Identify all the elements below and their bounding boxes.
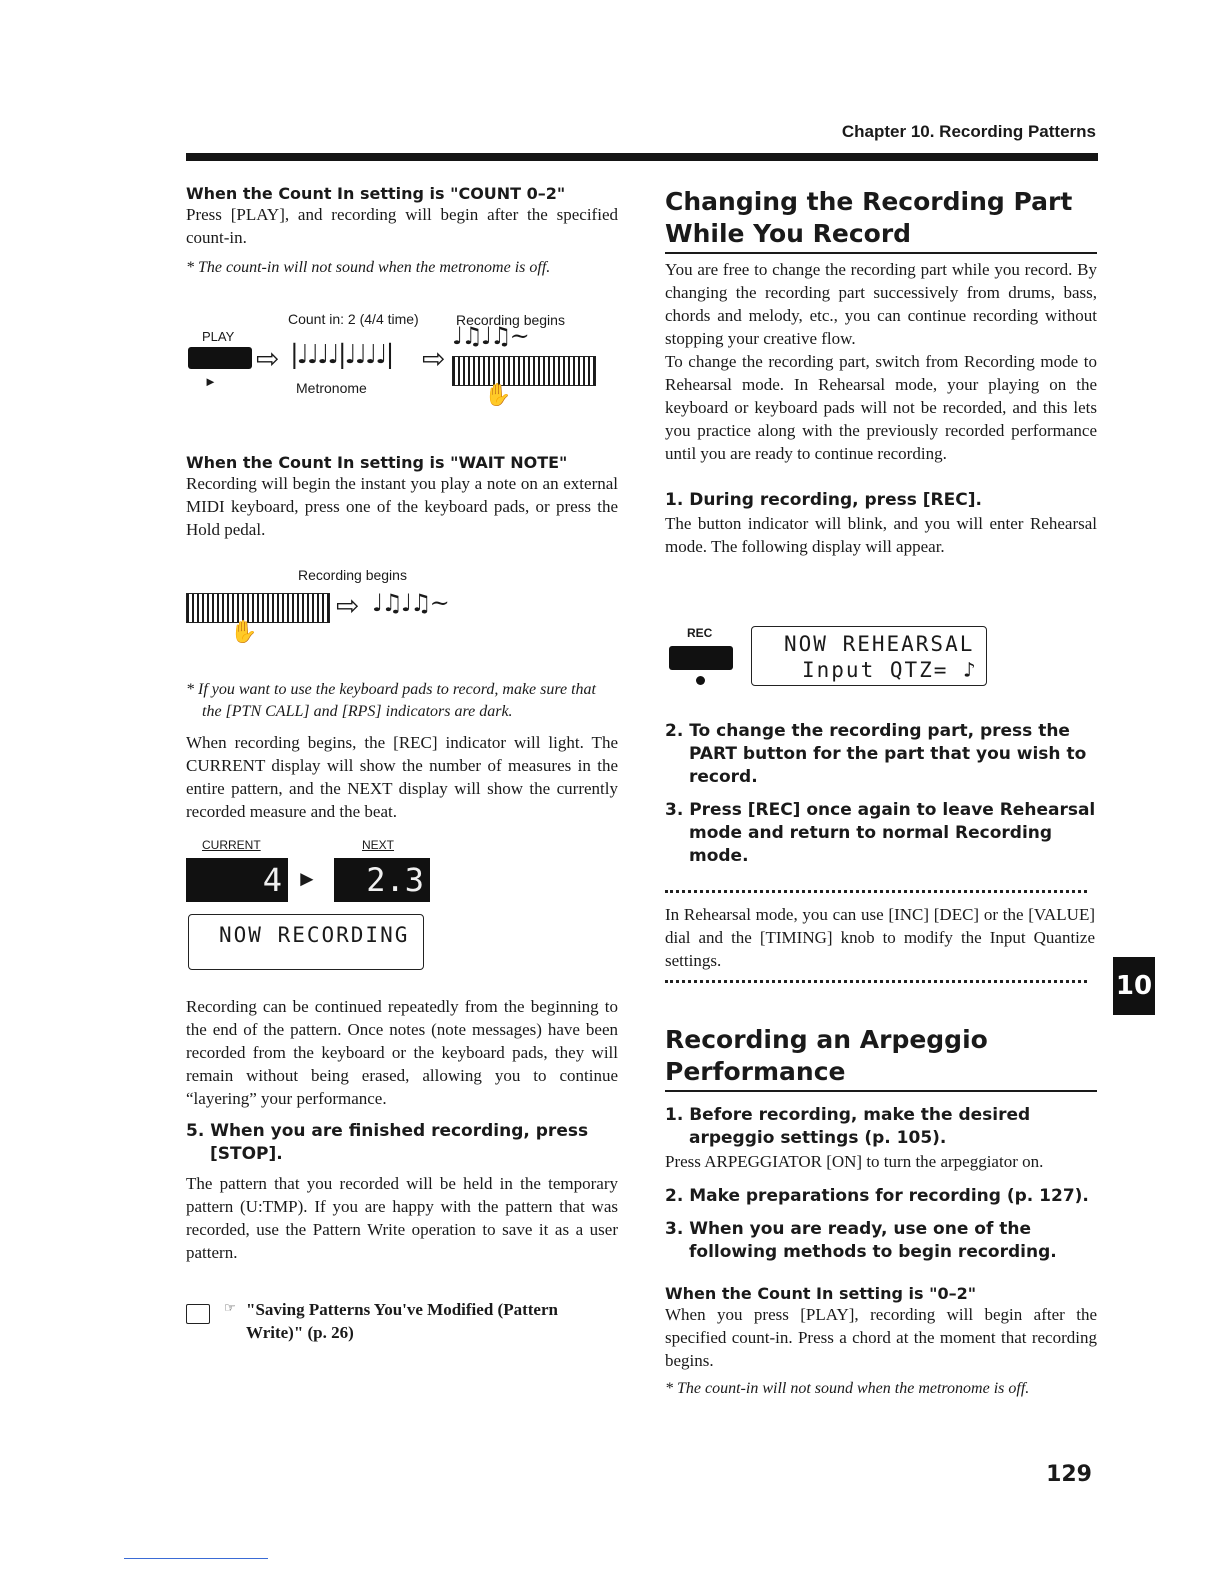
current-label: CURRENT	[202, 838, 261, 852]
recording-begins-label: Recording begins	[456, 312, 565, 328]
step-5: 5. When you are finished recording, press [STOP].	[186, 1121, 589, 1164]
play-triangle-icon: ►	[204, 374, 217, 389]
wait-note-figure	[186, 565, 606, 655]
memo-text: In Rehearsal mode, you can use [INC] [DEC] or the [VALUE] dial and the [TIMING] knob to modify the Input Quantize settings.	[665, 905, 1095, 970]
lcd-line-1: NOW REHEARSAL	[784, 632, 975, 656]
keyboard-icon	[452, 356, 596, 386]
rehearsal-steps	[665, 720, 1097, 868]
count-in-label: Count in: 2 (4/4 time)	[288, 311, 419, 327]
step-1-body: The button indicator will blink, and you will enter Rehearsal mode. The following display will appear.	[665, 514, 1097, 556]
step-3: 3. Press [REC] once again to leave Rehearsal mode and return to normal Recording mode.	[665, 800, 1096, 866]
melody-notes-icon: ♩♫♩♫~	[372, 589, 448, 617]
count-heading: When the Count In setting is "0–2"	[665, 1284, 977, 1303]
count-in-notes-icon: |♩♩♩♩|♩♩♩♩|	[290, 340, 393, 370]
lcd-rehearsal	[751, 626, 987, 686]
lcd-line-2: Input QTZ= ♪	[802, 658, 978, 682]
count02-note: * The count-in will not sound when the metronome is off.	[186, 259, 551, 276]
count-body: When you press [PLAY], recording will begin after the specified count-in. Press a chord at the moment that recording begins.	[665, 1305, 1097, 1370]
arrow-icon: ⇨	[256, 344, 280, 375]
memo-rule-top	[665, 890, 1087, 893]
changing-part-body-2: To change the recording part, switch from Recording mode to Rehearsal mode. In Rehearsal mode, your playing on the keyboard or keyboard pads will not be recorded, and this lets you practice along with the previously recorded performance until you are ready to continue recording.	[665, 352, 1097, 463]
next-display: 2.3	[334, 858, 430, 902]
count-in-figure	[186, 308, 606, 418]
hand-icon: ✋	[484, 382, 512, 407]
footer-line	[124, 1558, 268, 1559]
lcd-recording: NOW RECORDING	[188, 914, 424, 970]
memo-rule-bottom	[665, 980, 1087, 983]
header-rule	[186, 153, 1098, 161]
step-5-body: The pattern that you recorded will be held in the temporary pattern (U:TMP). If you are happy with the pattern that was recorded, use the Pattern Write operation to save it as a user pattern.	[186, 1174, 618, 1262]
layer-body: Recording can be continued repeatedly from the beginning to the end of the pattern. Once notes (note messages) have been recorded from the keyboard or the keyboard pads, they will remain without being erased, allowing you to continue “layering” your performance.	[186, 997, 618, 1108]
section-title-changing-part: Changing the Recording Part While You Record	[665, 186, 1097, 254]
display-figure	[186, 838, 436, 978]
book-icon	[186, 1304, 210, 1324]
arp-step-2: 2. Make preparations for recording (p. 127).	[665, 1186, 1089, 1206]
step-1: 1. During recording, press [REC].	[665, 490, 982, 510]
play-label: PLAY	[202, 329, 235, 344]
rec-indicator-icon	[696, 676, 705, 685]
pointing-hand-icon: ☞	[224, 1300, 236, 1315]
chapter-header: Chapter 10. Recording Patterns	[841, 122, 1096, 141]
arpeggio-section	[665, 1024, 1097, 1400]
changing-part-body-1: You are free to change the recording part while you record. By changing the recording part successively from drums, bass, chords and melody, etc., you can continue recording without stopping your creative flow.	[665, 260, 1097, 348]
count02-body: Press [PLAY], and recording will begin after the specified count-in.	[186, 205, 618, 247]
chapter-tab: 10	[1113, 957, 1155, 1015]
rehearsal-figure	[665, 624, 995, 694]
section-title-arpeggio: Recording an Arpeggio Performance	[665, 1024, 1097, 1092]
rec-body: When recording begins, the [REC] indicator will light. The CURRENT display will show the number of measures in the entire pattern, and the NEXT display will show the currently recorded measure and the beat.	[186, 733, 618, 821]
hand-icon: ✋	[230, 619, 258, 644]
play-button-icon	[188, 347, 252, 369]
changing-part-section	[665, 186, 1097, 558]
melody-notes-icon: ♩♫♩♫~	[452, 322, 528, 350]
current-display: 4	[186, 858, 288, 902]
wait-body: Recording will begin the instant you play a note on an external MIDI keyboard, press one of the keyboard pads, or press the Hold pedal.	[186, 474, 618, 539]
pads-note-section	[186, 679, 618, 823]
keyboard-icon	[186, 593, 330, 623]
count-note: * The count-in will not sound when the metronome is off.	[665, 1380, 1030, 1397]
rec-label: REC	[687, 626, 713, 640]
arrow-icon: ►	[296, 866, 318, 891]
page-number: 129	[1046, 1462, 1092, 1487]
count02-section	[186, 184, 618, 279]
arrow-icon: ⇨	[336, 591, 360, 622]
step-2: 2. To change the recording part, press the PART button for the part that you wish to record.	[665, 721, 1087, 787]
wait-note-section	[186, 453, 618, 541]
wait-heading: When the Count In setting is "WAIT NOTE"	[186, 453, 568, 472]
rec-button-icon	[669, 646, 733, 670]
reference-block	[186, 1300, 618, 1350]
arp-step-3: 3. When you are ready, use one of the following methods to begin recording.	[665, 1219, 1057, 1262]
next-label: NEXT	[362, 838, 395, 852]
memo-block	[665, 903, 1095, 972]
count02-heading: When the Count In setting is "COUNT 0–2"	[186, 184, 566, 203]
arrow-icon: ⇨	[422, 344, 446, 375]
arp-step-1-body: Press ARPEGGIATOR [ON] to turn the arpeggiator on.	[665, 1152, 1044, 1171]
layering-section	[186, 995, 618, 1264]
reference-link: "Saving Patterns You've Modified (Pattern Write)" (p. 26)	[246, 1300, 558, 1342]
recording-begins-label: Recording begins	[298, 567, 407, 583]
arp-step-1: 1. Before recording, make the desired arpeggio settings (p. 105).	[665, 1105, 1031, 1148]
metronome-label: Metronome	[296, 380, 367, 396]
pads-note: * If you want to use the keyboard pads to record, make sure that the [PTN CALL] and [RPS] indicators are dark.	[186, 681, 596, 720]
